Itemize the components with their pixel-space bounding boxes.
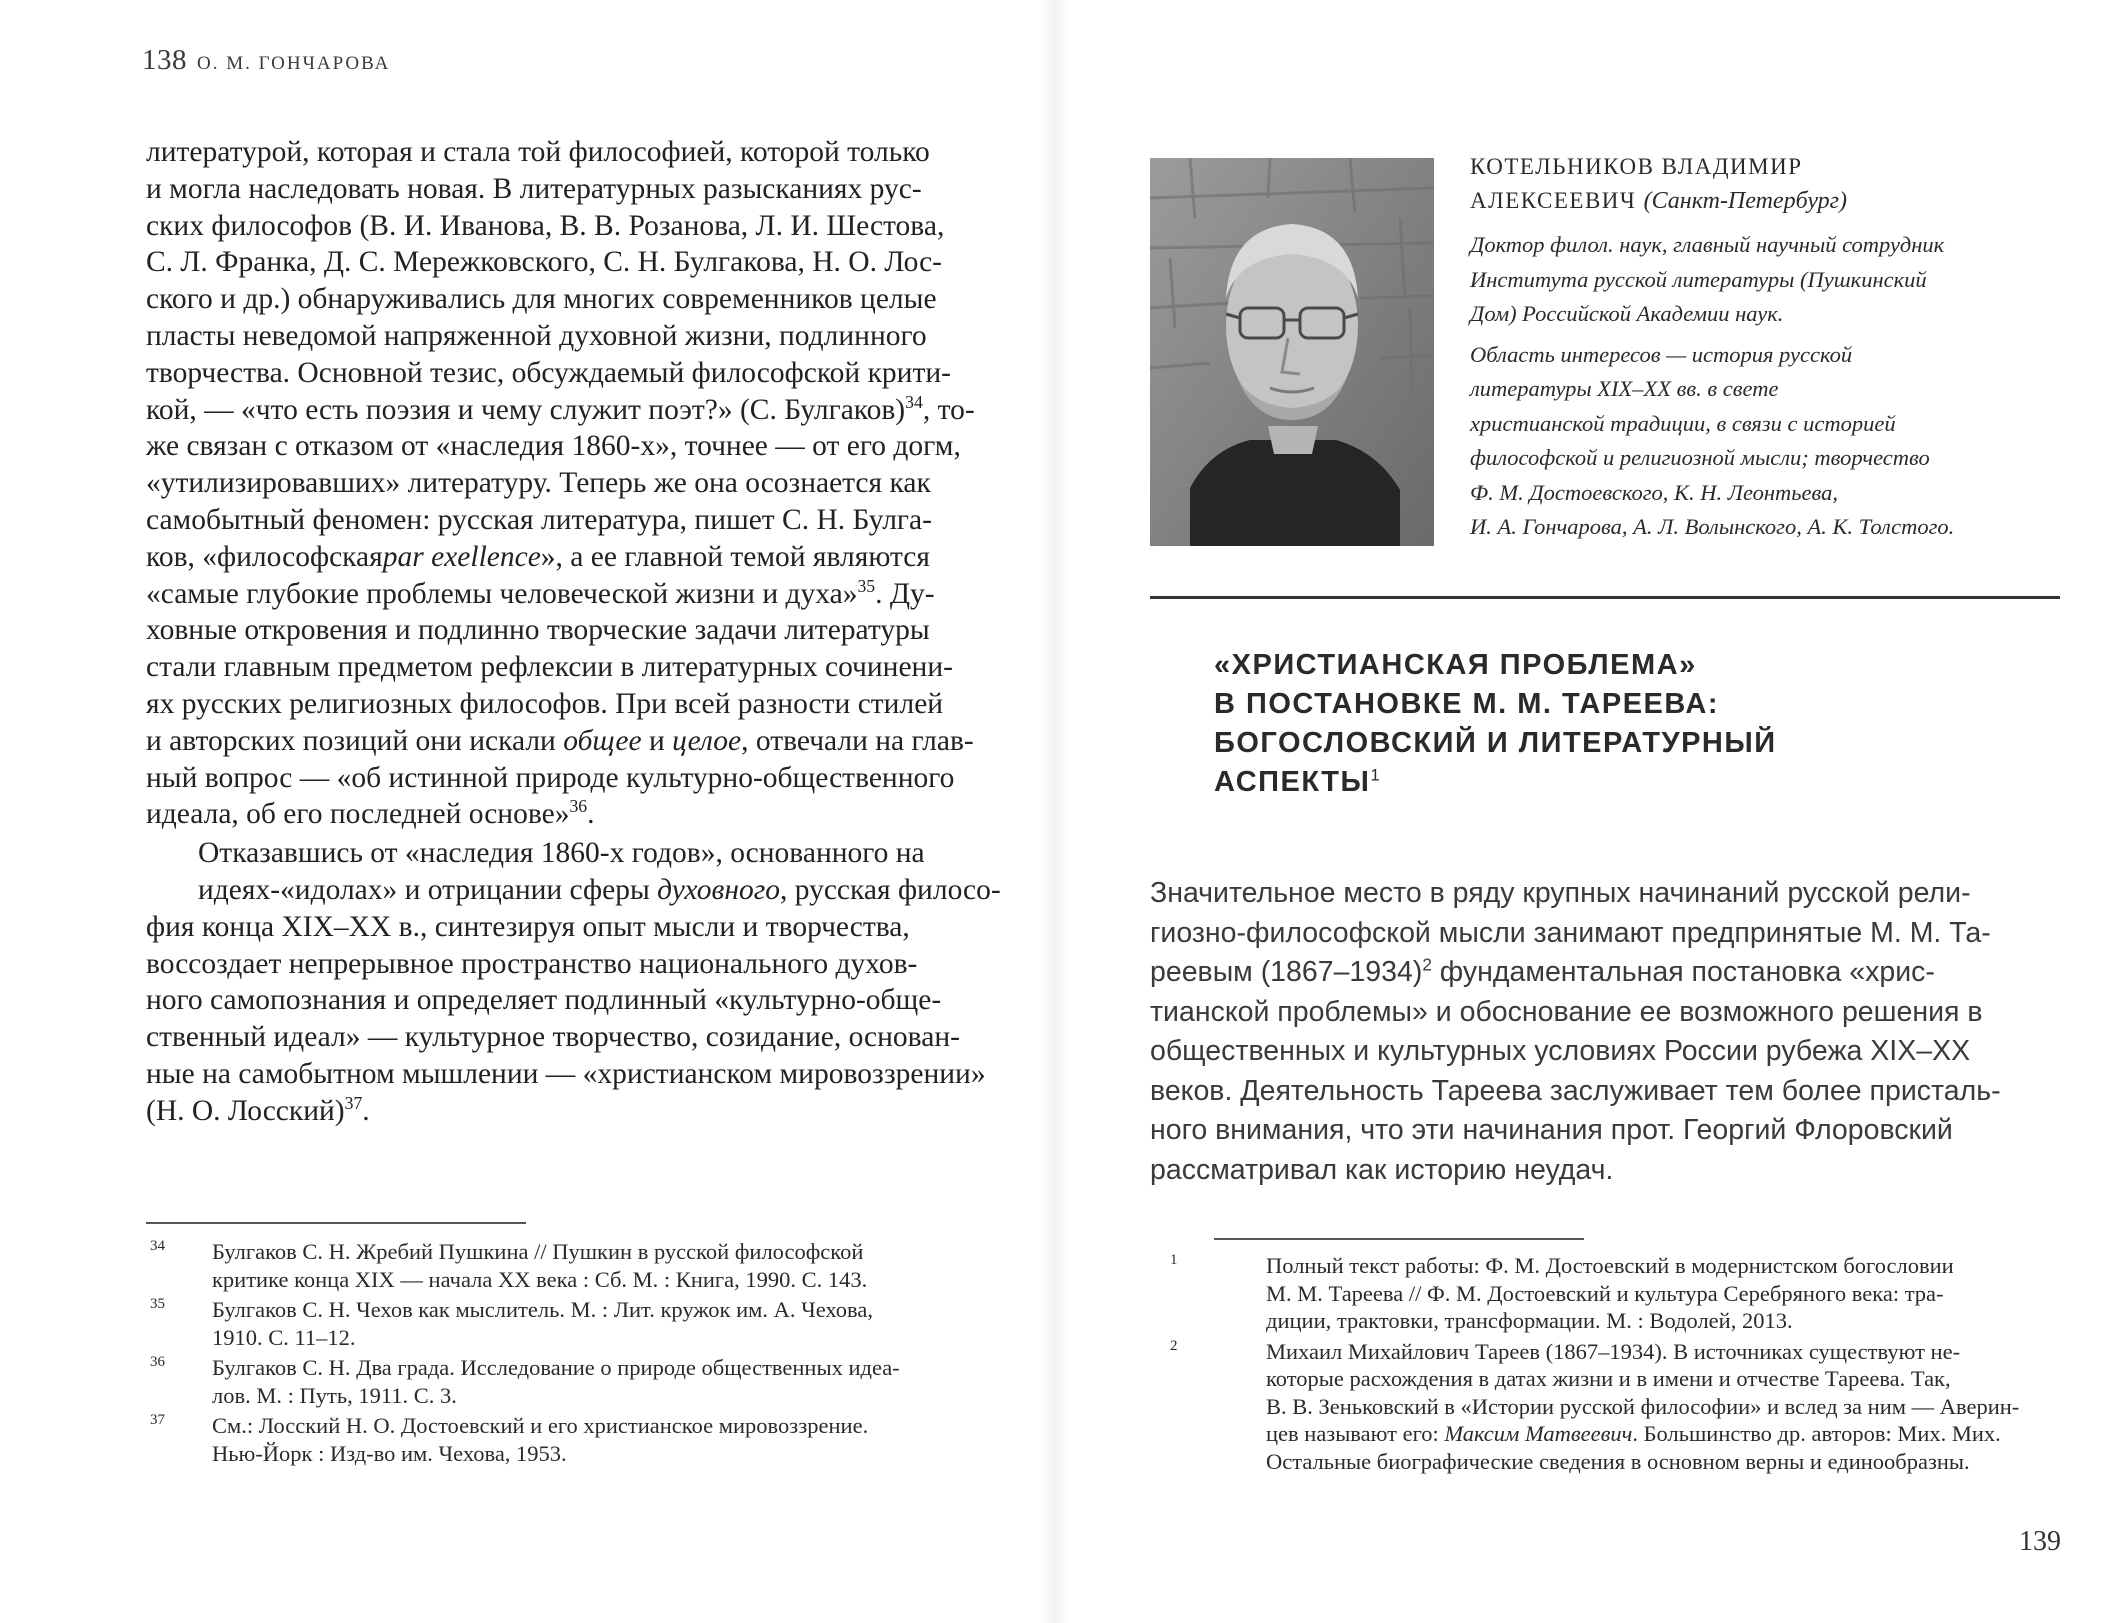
footnote-segment: . Большинство др. авторов: Мих. Мих. xyxy=(1632,1421,2001,1446)
author-city: (Санкт-Петербург) xyxy=(1643,188,1848,214)
title-line: «ХРИСТИАНСКАЯ ПРОБЛЕМА» xyxy=(1214,649,1697,681)
text-line: Отказавшись от «наследия 1860-х годов», основанного на xyxy=(198,837,925,870)
running-head xyxy=(142,44,390,77)
text-line: ные на самобытном мышлении — «христианском мировоззрении» xyxy=(146,1057,986,1090)
bio-line: Дом) Российской Академии наук. xyxy=(1470,301,1784,326)
footnote-line: Булгаков С. Н. Жребий Пушкина // Пушкин в русской философской xyxy=(212,1239,864,1264)
footnote-line: 1910. С. 11–12. xyxy=(212,1324,356,1350)
text-segment: и xyxy=(641,724,673,757)
page-number-left: 138 xyxy=(142,44,187,76)
bio-line: Область интересов — история русской xyxy=(1470,341,1853,367)
text-segment: идеях-«идолах» и отрицании сферы xyxy=(198,873,650,906)
footnote-ref-37[interactable]: 37 xyxy=(344,1092,363,1113)
footnote-number: 36 xyxy=(150,1354,165,1370)
text-segment: , русская филосо- xyxy=(779,873,1001,906)
text-line-composite xyxy=(146,723,1016,760)
main-text xyxy=(146,134,1016,1130)
text-line: ный вопрос — «об истинной природе культурно-общественного xyxy=(146,761,955,794)
bio-line: Доктор филол. наук, главный научный сотрудник xyxy=(1470,232,1945,257)
abstract-line: ного внимания, что эти начинания прот. Георгий Флоровский xyxy=(1150,1114,1953,1146)
article-title xyxy=(1214,646,1934,802)
text-segment: и авторских позиций они искали xyxy=(146,724,556,757)
footnote-number: 1 xyxy=(1170,1252,1178,1268)
footnote-ref-2[interactable]: 2 xyxy=(1422,955,1432,975)
footnote-line: диции, трактовки, трансформации. М. : Водолей, 2013. xyxy=(1266,1308,1793,1333)
footnote-ref-36[interactable]: 36 xyxy=(569,796,588,817)
abstract-line: гиозно-философской мысли занимают предпринятые М. М. Та- xyxy=(1150,916,1991,949)
text-line: стали главным предметом рефлексии в литературных сочинени- xyxy=(146,651,953,684)
abstract-segment: фундаментальная постановка «хрис- xyxy=(1431,956,1935,988)
footnote-line: В. В. Зеньковский в «Истории русской философии» и вслед за ним — Аверин- xyxy=(1266,1393,2020,1419)
bio-line: Ф. М. Достоевского, К. Н. Леонтьева, xyxy=(1470,479,1839,505)
footnote-line: Булгаков С. Н. Два града. Исследование о природе общественных идеа- xyxy=(212,1355,900,1380)
footnote-36 xyxy=(150,1354,1016,1409)
paragraph-2 xyxy=(146,835,1016,1129)
bio-line: Института русской литературы (Пушкинский xyxy=(1470,266,1927,292)
author-bio xyxy=(1470,150,2055,551)
bio-line: философской и религиозной мысли; творчество xyxy=(1470,445,1930,470)
text-segment: . xyxy=(587,798,595,831)
author-name-line: КОТЕЛЬНИКОВ ВЛАДИМИР xyxy=(1470,154,1803,179)
text-line: ского и др.) обнаруживались для многих современников целые xyxy=(146,283,937,316)
text-line: ственный идеал» — культурное творчество, созидание, основан- xyxy=(146,1021,960,1054)
author-name xyxy=(1470,150,2055,218)
text-segment: . Ду- xyxy=(875,577,935,610)
italic-term: par exellence xyxy=(382,540,541,573)
footnote-line: лов. М. : Путь, 1911. С. 3. xyxy=(212,1382,457,1408)
footnote-line: Нью-Йорк : Изд-во им. Чехова, 1953. xyxy=(212,1440,567,1466)
paragraph-1 xyxy=(146,134,1016,833)
abstract-line: рассматривал как историю неудач. xyxy=(1150,1153,1614,1186)
footnote-34 xyxy=(150,1238,1016,1293)
footnotes-left xyxy=(150,1238,1016,1470)
abstract-line: Значительное место в ряду крупных начинаний русской рели- xyxy=(1150,877,1971,909)
text-line: фия конца XIX–XX в., синтезируя опыт мысли и творчества, xyxy=(146,910,910,943)
author-position xyxy=(1470,228,2055,332)
author-interests xyxy=(1470,338,2055,545)
footnote-ref-35[interactable]: 35 xyxy=(857,575,876,596)
footnote-1 xyxy=(1170,1252,2060,1335)
text-segment: (Н. О. Лосский) xyxy=(146,1094,345,1127)
text-line: ях русских религиозных философов. При всей разности стилей xyxy=(146,687,944,720)
title-line-composite xyxy=(1214,763,1934,802)
italic-term: Максим Матвеевич xyxy=(1444,1421,1633,1446)
abstract-line: тианской проблемы» и обоснование ее возможного решения в xyxy=(1150,995,1983,1028)
footnote-number: 35 xyxy=(150,1296,165,1312)
text-segment: , отвечали на глав- xyxy=(741,724,974,757)
footnote-line: М. М. Тареева // Ф. М. Достоевский и культура Серебряного века: тра- xyxy=(1266,1280,1944,1306)
text-line: ного самопознания и определяет подлинный «культурно-обще- xyxy=(146,984,942,1017)
footnote-number: 2 xyxy=(1170,1337,1178,1354)
text-line: самобытный феномен: русская литература, пишет С. Н. Булга- xyxy=(146,503,932,536)
footnote-line: Булгаков С. Н. Чехов как мыслитель. М. : Лит. кружок им. А. Чехова, xyxy=(212,1297,873,1322)
footnote-2 xyxy=(1170,1338,2060,1476)
running-head-author: О. М. ГОНЧАРОВА xyxy=(197,53,391,74)
section-divider xyxy=(1150,596,2060,599)
abstract-line: веков. Деятельность Тареева заслуживает тем более присталь- xyxy=(1150,1074,2001,1107)
footnote-line: См.: Лосский Н. О. Достоевский и его христианское мировоззрение. xyxy=(212,1413,869,1438)
footnotes-right xyxy=(1170,1252,2060,1478)
text-line: и могла наследовать новая. В литературных разысканиях рус- xyxy=(146,172,922,205)
right-page xyxy=(1054,0,2109,1623)
footnote-segment: цев называют его: xyxy=(1266,1421,1439,1446)
text-line: воссоздает непрерывное пространство национального духов- xyxy=(146,947,918,980)
footnote-line: Остальные биографические сведения в основном верны и единообразны. xyxy=(1266,1448,1970,1474)
footnote-line: Полный текст работы: Ф. М. Достоевский в модернистском богословии xyxy=(1266,1253,1954,1278)
footnote-37 xyxy=(150,1412,1016,1467)
text-line: же связан с отказом от «наследия 1860-х», точнее — от его догм, xyxy=(146,430,961,463)
footnote-ref-34[interactable]: 34 xyxy=(905,391,923,412)
text-segment: идеала, об его последней основе» xyxy=(146,798,570,831)
footnote-separator xyxy=(146,1222,526,1224)
footnote-35 xyxy=(150,1296,1016,1351)
text-line: литературой, которая и стала той философией, которой только xyxy=(146,136,930,168)
left-page xyxy=(0,0,1054,1623)
author-photo xyxy=(1150,158,1434,546)
text-segment: », а ее главной темой являются xyxy=(540,540,930,573)
italic-term: целое xyxy=(672,724,742,757)
text-line: творчества. Основной тезис, обсуждаемый философской крити- xyxy=(146,356,951,389)
text-line: «утилизировавших» литературу. Теперь же она осознается как xyxy=(146,467,931,500)
text-line-composite xyxy=(146,872,1016,909)
title-line: БОГОСЛОВСКИЙ И ЛИТЕРАТУРНЫЙ xyxy=(1214,727,1777,759)
bio-line: И. А. Гончарова, А. Л. Волынского, А. К. Толстого. xyxy=(1470,514,1955,539)
text-segment: ков, «философская xyxy=(146,540,383,573)
text-line-composite xyxy=(146,392,1016,429)
footnote-line-composite xyxy=(1266,1420,2060,1448)
footnote-line: Михаил Михайлович Тареев (1867–1934). В источниках существуют не- xyxy=(1266,1338,1961,1364)
footnote-number: 34 xyxy=(150,1238,165,1254)
italic-term: духовного xyxy=(657,873,780,906)
footnote-number: 37 xyxy=(150,1412,165,1428)
title-line: В ПОСТАНОВКЕ М. М. ТАРЕЕВА: xyxy=(1214,688,1719,720)
abstract-line-composite xyxy=(1150,953,2060,993)
text-line: ховные откровения и подлинно творческие задачи литературы xyxy=(146,614,930,647)
title-segment: АСПЕКТЫ xyxy=(1214,766,1371,798)
text-segment: , то- xyxy=(922,393,975,426)
text-line-composite xyxy=(146,796,1016,833)
text-segment: «самые глубокие проблемы человеческой жизни и духа» xyxy=(146,577,858,610)
author-portrait-image xyxy=(1150,158,1434,546)
text-line: пласты неведомой напряженной духовной жизни, подлинного xyxy=(146,319,927,352)
text-line-composite xyxy=(146,539,1016,576)
footnote-separator xyxy=(1214,1238,1584,1240)
abstract-line: общественных и культурных условиях России рубежа XIX–XX xyxy=(1150,1035,1971,1067)
bio-line: христианской традиции, в связи с историей xyxy=(1470,410,1896,436)
abstract-segment: реевым (1867–1934) xyxy=(1150,956,1423,988)
text-line-composite xyxy=(146,576,1016,613)
text-segment: кой, — «что есть поэзия и чему служит поэт?» (С. Булгаков) xyxy=(146,393,906,426)
article-abstract xyxy=(1150,874,2060,1190)
footnote-ref-1[interactable]: 1 xyxy=(1370,765,1382,785)
italic-term: общее xyxy=(563,724,642,757)
page-number-right: 139 xyxy=(2019,1526,2061,1557)
text-line: С. Л. Франка, Д. С. Мережковского, С. Н. Булгакова, Н. О. Лос- xyxy=(146,246,942,279)
text-line-composite xyxy=(146,1093,1016,1130)
author-name-line: АЛЕКСЕЕВИЧ xyxy=(1470,188,1637,213)
bio-line: литературы XIX–XX вв. в свете xyxy=(1470,376,1779,401)
text-line: ских философов (В. И. Иванова, В. В. Розанова, Л. И. Шестова, xyxy=(146,209,945,242)
text-segment: . xyxy=(362,1094,370,1127)
footnote-line: критике конца XIX — начала XX века : Сб. М. : Книга, 1990. С. 143. xyxy=(212,1266,868,1292)
footnote-line: которые расхождения в датах жизни и в имени и отчестве Тареева. Так, xyxy=(1266,1366,1951,1391)
